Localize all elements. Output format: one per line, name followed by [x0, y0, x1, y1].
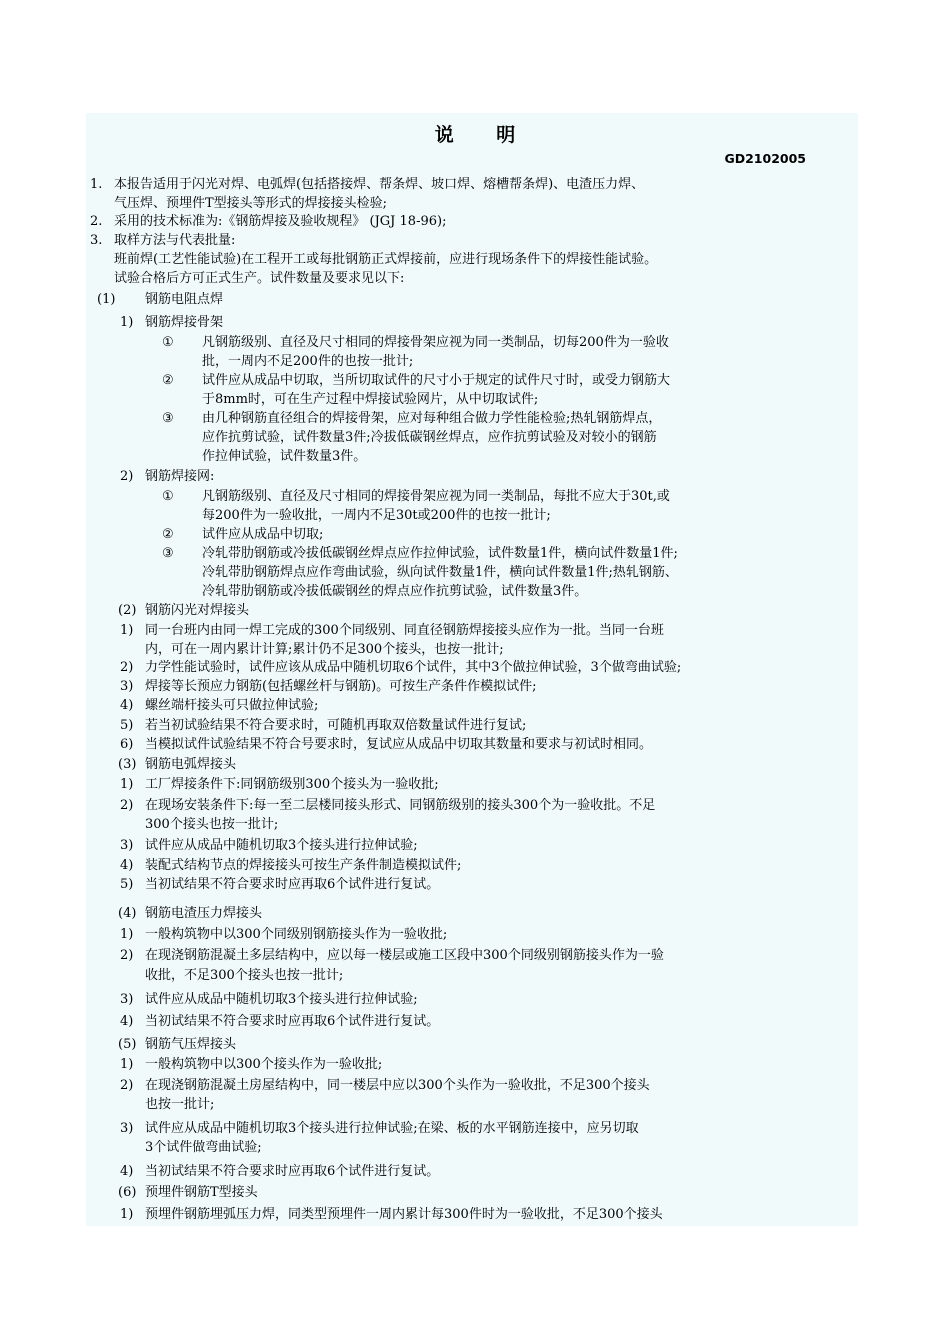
body-line: 一般构筑物中以300个接头作为一验收批;: [145, 1057, 383, 1072]
body-line: 当模拟试件试验结果不符合号要求时，复试应从成品中切取其数量和要求与初试时相同。: [145, 737, 653, 752]
body-line: 班前焊(工艺性能试验)在工程开工或每批钢筋正式焊接前，应进行现场条件下的焊接性能试验。: [114, 252, 658, 267]
body-line: 于8mm时，可在生产过程中焊接试验网片，从中切取试件;: [202, 392, 539, 407]
body-line: 采用的技术标准为:《钢筋焊接及验收规程》 (JGJ 18-96);: [114, 214, 447, 229]
body-line: 当初试结果不符合要求时应再取6个试件进行复试。: [145, 1014, 440, 1029]
item-number: 1): [120, 927, 134, 942]
body-line: 钢筋焊接网:: [145, 469, 215, 484]
item-number: 1): [120, 315, 134, 330]
body-line: 力学性能试验时，试件应该从成品中随机切取6个试件，其中3个做拉伸试验，3个做弯曲试验;: [145, 660, 682, 675]
item-number: (1): [97, 292, 116, 307]
item-number: (2): [118, 603, 137, 618]
item-number: 1): [120, 1207, 134, 1222]
body-line: 批，一周内不足200件的也按一批计;: [202, 354, 414, 369]
body-line: 内，可在一周内累计计算;累计仍不足300个接头，也按一批计;: [145, 642, 504, 657]
item-number: 3.: [90, 233, 103, 248]
item-number: 1): [120, 1057, 134, 1072]
body-line: 工厂焊接条件下:同钢筋级别300个接头为一验收批;: [145, 777, 439, 792]
body-line: 试件应从成品中随机切取3个接头进行拉伸试验;: [145, 838, 418, 853]
item-number: 4): [120, 698, 134, 713]
body-line: 作拉伸试验，试件数量3件。: [202, 449, 367, 464]
body-line: 凡钢筋级别、直径及尺寸相同的焊接骨架应视为同一类制品，每批不应大于30t,或: [202, 489, 670, 504]
item-number: 2): [120, 660, 134, 675]
item-number: (5): [118, 1037, 137, 1052]
body-line: 在现浇钢筋混凝土多层结构中，应以每一楼层或施工区段中300个同级别钢筋接头作为一验: [145, 948, 664, 963]
body-line: 试件应从成品中切取，当所切取试件的尺寸小于规定的试件尺寸时，或受力钢筋大: [202, 373, 671, 388]
body-line: 本报告适用于闪光对焊、电弧焊(包括搭接焊、帮条焊、坡口焊、熔槽帮条焊)、电渣压力焊、: [114, 177, 645, 192]
item-number: 5): [120, 718, 134, 733]
item-number: 3): [120, 838, 134, 853]
body-line: 由几种钢筋直径组合的焊接骨架，应对每种组合做力学性能检验;热轧钢筋焊点，: [202, 411, 662, 426]
body-line: 在现浇钢筋混凝土房屋结构中，同一楼层中应以300个头作为一验收批，不足300个接头: [145, 1078, 650, 1093]
item-number: 1): [120, 623, 134, 638]
body-line: 螺丝端杆接头可只做拉伸试验;: [145, 698, 319, 713]
body-line: 预埋件钢筋T型接头: [145, 1185, 258, 1200]
body-line: 试件应从成品中切取;: [202, 527, 324, 542]
item-number: (3): [118, 757, 137, 772]
body-line: 焊接等长预应力钢筋(包括螺丝杆与钢筋)。可按生产条件作模拟试件;: [145, 679, 537, 694]
body-line: 钢筋电弧焊接头: [145, 757, 237, 772]
item-number: 6): [120, 737, 134, 752]
body-line: 冷轧带肋钢筋焊点应作弯曲试验，纵向试件数量1件，横向试件数量1件;热轧钢筋、: [202, 565, 678, 580]
item-number: ③: [162, 411, 174, 426]
body-line: 3个试件做弯曲试验;: [145, 1140, 262, 1155]
item-number: ③: [162, 546, 174, 561]
body-line: 凡钢筋级别、直径及尺寸相同的焊接骨架应视为同一类制品，切每200件为一验收: [202, 335, 669, 350]
body-line: 钢筋气压焊接头: [145, 1037, 237, 1052]
item-number: ②: [162, 373, 174, 388]
item-number: 2): [120, 798, 134, 813]
body-line: 气压焊、预埋件T型接头等形式的焊接接头检验;: [114, 196, 388, 211]
body-line: 试验合格后方可正式生产。试件数量及要求见以下:: [114, 271, 405, 286]
body-line: 收批，不足300个接头也按一批计;: [145, 968, 344, 983]
body-line: 取样方法与代表批量:: [114, 233, 236, 248]
item-number: 4): [120, 858, 134, 873]
body-line: 当初试结果不符合要求时应再取6个试件进行复试。: [145, 1164, 440, 1179]
item-number: ②: [162, 527, 174, 542]
body-line: 应作抗剪试验，试件数量3件;冷拔低碳钢丝焊点，应作抗剪试验及对较小的钢筋: [202, 430, 657, 445]
page-title: 说 明: [434, 124, 534, 146]
body-line: 冷轧带肋钢筋或冷拔低碳钢丝的焊点应作抗剪试验，试件数量3件。: [202, 584, 588, 599]
body-line: 也按一批计;: [145, 1097, 215, 1112]
document-code: GD2102005: [724, 151, 806, 166]
item-number: (6): [118, 1185, 137, 1200]
body-line: 在现场安装条件下:每一至二层楼同接头形式、同钢筋级别的接头300个为一验收批。不足: [145, 798, 656, 813]
body-line: 冷轧带肋钢筋或冷拔低碳钢丝焊点应作拉伸试验，试件数量1件，横向试件数量1件;: [202, 546, 678, 561]
item-number: ①: [162, 335, 174, 350]
item-number: 1): [120, 777, 134, 792]
item-number: 4): [120, 1014, 134, 1029]
item-number: ①: [162, 489, 174, 504]
body-line: 装配式结构节点的焊接接头可按生产条件制造模拟试件;: [145, 858, 462, 873]
body-line: 当初试结果不符合要求时应再取6个试件进行复试。: [145, 877, 440, 892]
body-line: 钢筋焊接骨架: [145, 315, 224, 330]
body-line: 钢筋电阻点焊: [145, 292, 224, 307]
item-number: 2.: [90, 214, 103, 229]
body-line: 钢筋闪光对焊接头: [145, 603, 250, 618]
body-line: 同一台班内由同一焊工完成的300个同级别、同直径钢筋焊接接头应作为一批。当同一台班: [145, 623, 664, 638]
body-line: 试件应从成品中随机切取3个接头进行拉伸试验;在梁、板的水平钢筋连接中，应另切取: [145, 1121, 639, 1136]
item-number: 2): [120, 1078, 134, 1093]
body-line: 每200件为一验收批，一周内不足30t或200件的也按一批计;: [202, 508, 551, 523]
item-number: 1.: [90, 177, 103, 192]
item-number: 3): [120, 992, 134, 1007]
item-number: 4): [120, 1164, 134, 1179]
body-line: 若当初试验结果不符合要求时，可随机再取双倍数量试件进行复试;: [145, 718, 527, 733]
body-line: 一般构筑物中以300个同级别钢筋接头作为一验收批;: [145, 927, 448, 942]
item-number: 5): [120, 877, 134, 892]
body-line: 钢筋电渣压力焊接头: [145, 906, 263, 921]
item-number: 2): [120, 948, 134, 963]
body-line: 预埋件钢筋埋弧压力焊，同类型预埋件一周内累计每300件时为一验收批，不足300个接头: [145, 1207, 663, 1222]
item-number: 3): [120, 679, 134, 694]
body-line: 300个接头也按一批计;: [145, 817, 279, 832]
item-number: (4): [118, 906, 137, 921]
item-number: 2): [120, 469, 134, 484]
body-line: 试件应从成品中随机切取3个接头进行拉伸试验;: [145, 992, 418, 1007]
item-number: 3): [120, 1121, 134, 1136]
